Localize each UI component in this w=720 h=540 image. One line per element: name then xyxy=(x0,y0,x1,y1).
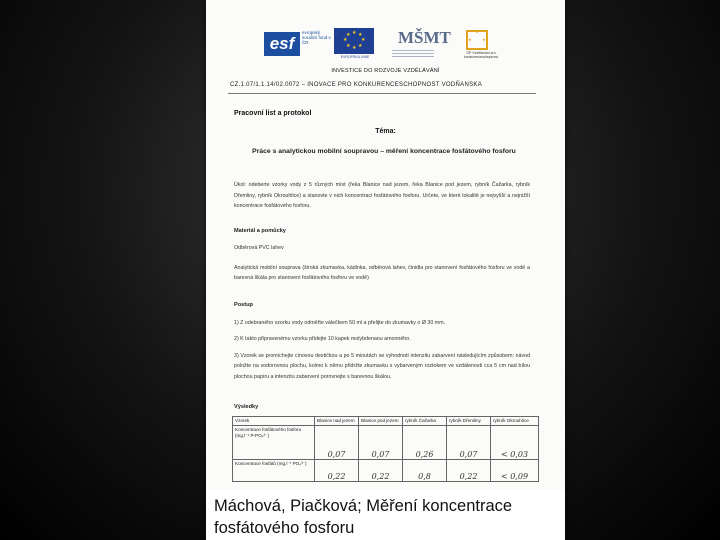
table-cell: 0,07 xyxy=(359,426,403,460)
postup-step-2: 2) K takto připravenému vzorku přidejte 10 kapek molybdenanu amonného. xyxy=(234,336,411,342)
esf-logo xyxy=(264,28,332,58)
vysledky-heading: Výsledky xyxy=(234,404,259,410)
eu-flag-icon: ★ ★ ★ ★ ★ ★ ★ ★ xyxy=(334,28,374,54)
postup-step-3: 3) Vzorek se promíchejte cínovou destičkou a po 5 minutách se vyhodnotí intenzitu zabarvení následujícím způsobem: návod položte na vodorovnou plochu, kolmo k němu přidržte zkumavku s vybarveným roztokem ve vzdálenosti cca 5 cm nad bílou plochou papíru a intenzitu zabarvení porovnejte s barevnou škálou. xyxy=(234,353,530,380)
table-cell: 0,26 xyxy=(403,426,447,460)
table-cell: 0,8 xyxy=(403,460,447,482)
header-divider xyxy=(228,93,536,94)
msmt-mark: MŠMT xyxy=(398,28,451,47)
task-paragraph: Úkol: odeberte vzorky vody z 5 různých míst (řeka Blanice nad jezem, řeka Blanice pod jezem, rybník Čažarka, rybník Dřemliny, rybník Okrouhlice) a stanovte v nich koncentraci fosfátového fosforu. Určete, ve které lokalitě je nejvyšší a nejnižší koncentrace fosfátového fosforu. xyxy=(234,182,530,210)
row-label: Koncentrace fosfátů (mg.l⁻¹ PO₄³⁻) xyxy=(233,460,315,482)
op-mark-icon: ★ ★ ★ xyxy=(466,30,488,50)
table-cell: 0,22 xyxy=(315,460,359,482)
material-item-2: Analytická mobilní souprava (široká zkumavka, kádinka, odběrová lahev, činidla pro stanovení fosfátového fosforu ve vodě a barevná škála pro stanovení fosfátového fosforu ve vodě) xyxy=(234,265,530,282)
postup-step-1: 1) Z odebraného vzorku vody odměřte válečkem 50 ml a přelijte do zkumavky o Ø 30 mm. xyxy=(234,320,446,326)
logo-strip xyxy=(264,28,504,64)
slide-caption: Máchová, Piačková; Měření koncentrace fosfátového fosforu xyxy=(214,497,513,537)
tema-text: Práce s analytickou mobilní soupravou – měření koncentrace fosfátového fosforu xyxy=(252,148,516,155)
msmt-logo xyxy=(392,28,451,58)
postup-heading: Postup xyxy=(234,302,253,308)
caption-box xyxy=(206,490,565,540)
esf-mark: esf xyxy=(264,32,300,56)
table-header-cell: Blanice nad jezem xyxy=(315,417,359,426)
table-cell: 0,07 xyxy=(315,426,359,460)
project-header: CZ.1.07/1.1.14/02.0072 – INOVACE PRO KONKURENCESCHOPNOST VODŇANSKA xyxy=(230,82,482,88)
investice-tagline: INVESTICE DO ROZVOJE VZDĚLÁVÁNÍ xyxy=(331,68,440,74)
table-header-row xyxy=(233,417,539,426)
table-header-cell: Vzorek xyxy=(233,417,315,426)
table-header-cell: rybník Dřemliny xyxy=(447,417,491,426)
table-cell: < 0,09 xyxy=(491,460,539,482)
op-caption: OP Vzdělávání pro konkurenceschopnost xyxy=(463,51,499,59)
table-row xyxy=(233,460,539,482)
table-row xyxy=(233,426,539,460)
eu-logo xyxy=(334,28,376,58)
eu-caption: EVROPSKÁ UNIE xyxy=(340,55,370,59)
table-header-cell: Blanice pod jezem xyxy=(359,417,403,426)
row-label: Koncentrace fosfátového fosforu (mg.l⁻¹ P-PO₄³⁻) xyxy=(233,426,315,460)
tema-label: Téma: xyxy=(375,128,396,135)
msmt-text-lines xyxy=(392,50,434,59)
table-cell: 0,22 xyxy=(359,460,403,482)
esf-caption: evropský sociální fond v ČR xyxy=(302,30,331,45)
table-cell: 0,07 xyxy=(447,426,491,460)
op-logo xyxy=(458,28,504,58)
results-table xyxy=(232,416,539,482)
material-item-1: Odběrová PVC lahev xyxy=(234,245,284,251)
table-cell: 0,22 xyxy=(447,460,491,482)
material-heading: Materiál a pomůcky xyxy=(234,228,286,234)
table-header-cell: rybník Okrouhlice xyxy=(491,417,539,426)
table-header-cell: rybník Čažarka xyxy=(403,417,447,426)
table-cell: < 0,03 xyxy=(491,426,539,460)
document-title: Pracovní list a protokol xyxy=(234,110,312,117)
